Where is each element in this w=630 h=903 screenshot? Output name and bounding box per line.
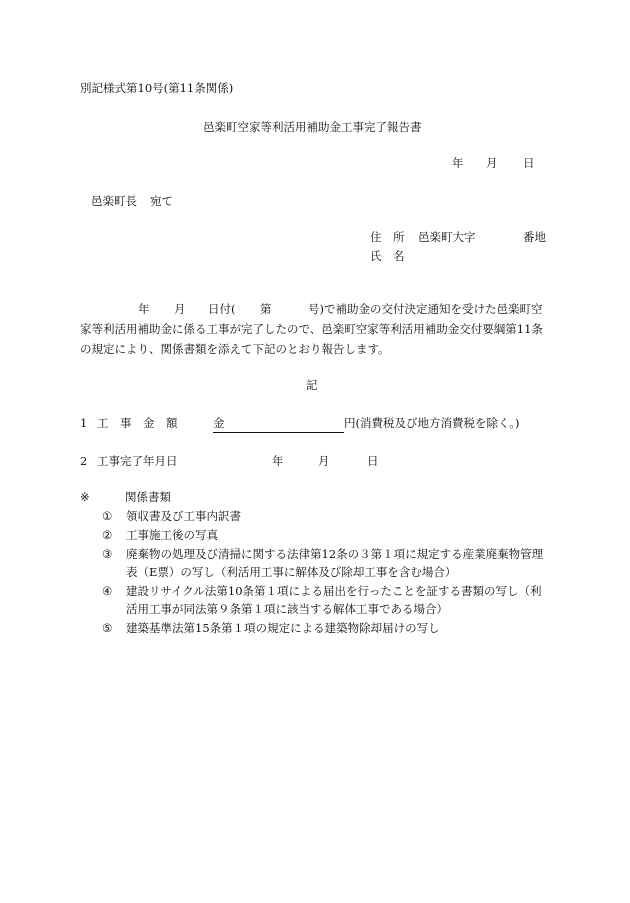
doc-4-line-1: 建設リサイクル法第10条第１項による届出を行ったことを証する書類の写し（利 bbox=[126, 584, 542, 598]
item-1-number: 1 bbox=[80, 416, 88, 430]
body-line-3: の規定により、関係書類を添えて下記のとおり報告します。 bbox=[80, 342, 390, 356]
documents-heading: 関係書類 bbox=[125, 490, 171, 504]
completion-month: 月 bbox=[318, 454, 330, 468]
doc-3-line-2: 表（E票）の写し（利活用工事に解体及び除却工事を含む場合） bbox=[126, 565, 457, 579]
body-line-2: 家等利活用補助金に係る工事が完了したので、邑楽町空家等利活用補助金交付要綱第11条 bbox=[80, 322, 543, 336]
addressee-name: 邑楽町長 bbox=[91, 194, 137, 208]
doc-5-number: ⑤ bbox=[102, 621, 113, 635]
amount-prefix: 金 bbox=[213, 416, 225, 430]
doc-2-line-1: 工事施工後の写真 bbox=[126, 528, 218, 542]
body-number-prefix: 第 bbox=[260, 302, 272, 316]
document-title: 邑楽町空家等利活用補助金工事完了報告書 bbox=[203, 120, 422, 134]
doc-4-line-2: 活用工事が同法第９条第１項に該当する解体工事である場合） bbox=[126, 602, 448, 616]
date-month-label: 月 bbox=[486, 156, 498, 170]
body-day-date: 日付( bbox=[208, 302, 236, 316]
amount-suffix: 円(消費税及び地方消費税を除く。) bbox=[344, 416, 520, 430]
doc-3-number: ③ bbox=[102, 547, 113, 561]
completion-day: 日 bbox=[367, 454, 379, 468]
documents-mark: ※ bbox=[80, 490, 90, 504]
date-day-label: 日 bbox=[523, 156, 535, 170]
doc-5-line-1: 建築基準法第15条第１項の規定による建築物除却届けの写し bbox=[126, 621, 440, 635]
date-year-label: 年 bbox=[452, 156, 464, 170]
address-suffix: 番地 bbox=[523, 230, 546, 244]
completion-year: 年 bbox=[272, 454, 284, 468]
amount-underline bbox=[213, 418, 344, 433]
item-2-number: 2 bbox=[80, 454, 88, 468]
doc-4-number: ④ bbox=[102, 584, 113, 598]
address-label: 住 所 bbox=[370, 230, 405, 244]
addressee-suffix: 宛て bbox=[150, 194, 173, 208]
form-number: 別記様式第10号(第11条関係) bbox=[80, 81, 234, 95]
body-month: 月 bbox=[174, 302, 186, 316]
doc-1-line-1: 領収書及び工事内訳書 bbox=[126, 509, 241, 523]
doc-3-line-1: 廃棄物の処理及び清掃に関する法律第12条の３第１項に規定する産業廃棄物管理 bbox=[126, 547, 544, 561]
doc-1-number: ① bbox=[102, 509, 113, 523]
ki-heading: 記 bbox=[306, 378, 318, 392]
name-label: 氏 名 bbox=[370, 249, 405, 263]
item-1-label: 工 事 金 額 bbox=[97, 416, 178, 430]
body-line1-rest: 号)で補助金の交付決定通知を受けた邑楽町空 bbox=[308, 302, 543, 316]
body-year: 年 bbox=[138, 302, 150, 316]
item-2-label: 工事完了年月日 bbox=[97, 454, 178, 468]
doc-2-number: ② bbox=[102, 528, 113, 542]
address-value: 邑楽町大字 bbox=[418, 230, 476, 244]
